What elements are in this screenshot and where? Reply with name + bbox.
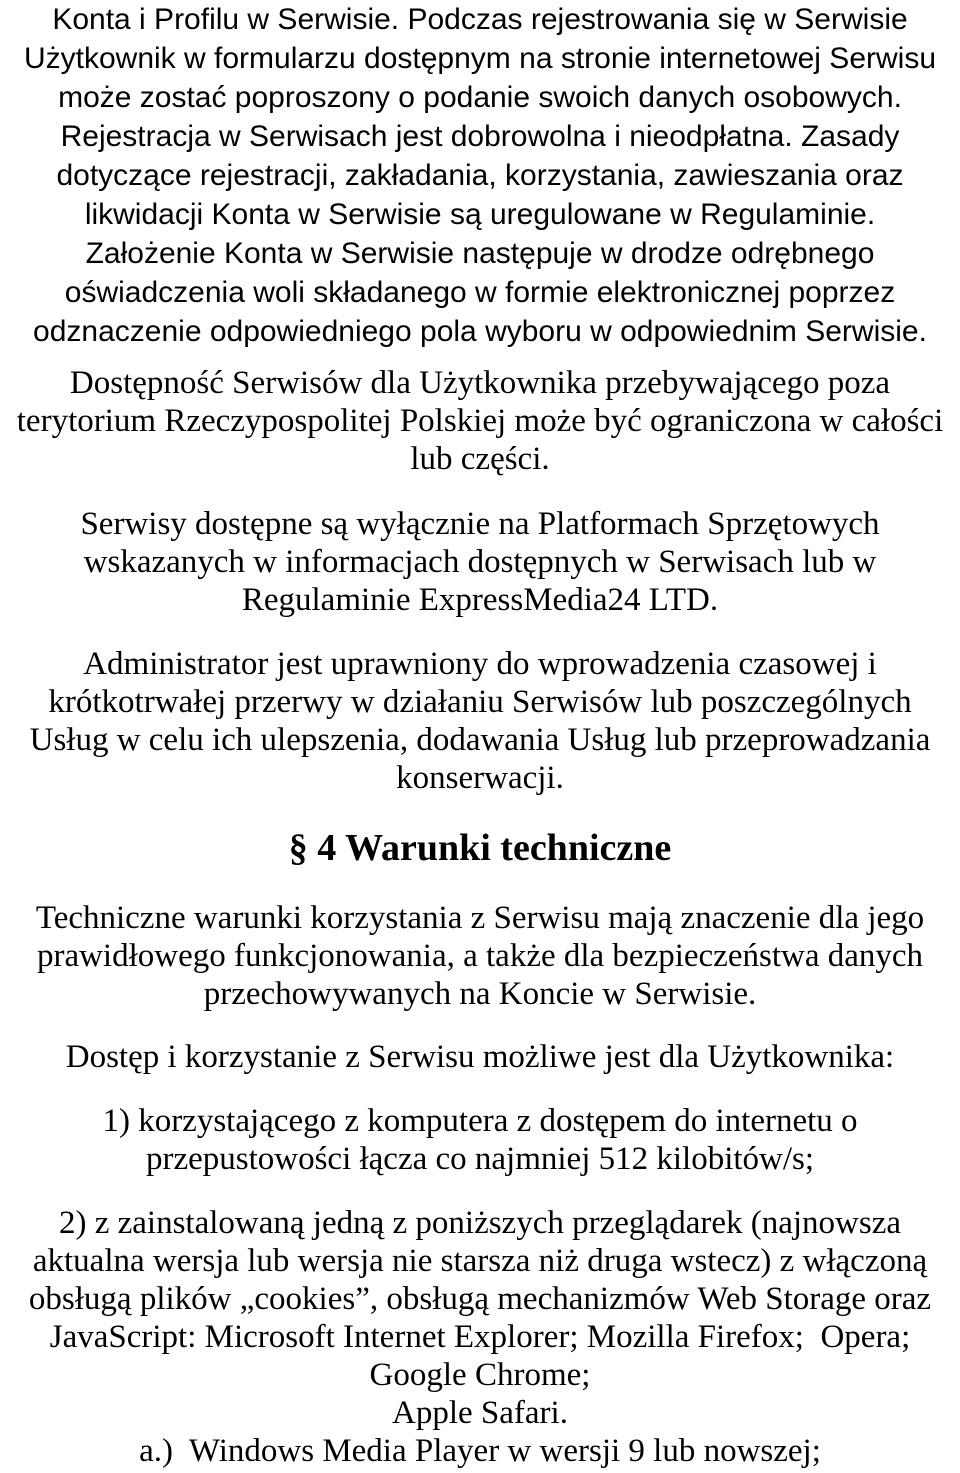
text-line: obsługą plików „cookies”, obsługą mechanizmów Web Storage oraz: [28, 1281, 932, 1317]
text-line: aktualna wersja lub wersja nie starsza niż druga wstecz) z włączoną: [32, 1243, 928, 1279]
paragraph-technical-conditions: [0, 899, 960, 1013]
text-line: Apple Safari.: [392, 1395, 568, 1431]
text-line: dotyczące rejestracji, zakładania, korzystania, zawieszania oraz: [56, 159, 904, 192]
text-line: odznaczenie odpowiedniego pola wyboru w odpowiednim Serwisie.: [33, 315, 927, 348]
text-line: Administrator jest uprawniony do wprowadzenia czasowej i: [83, 646, 877, 682]
list-item-requirement-1: [0, 1102, 960, 1178]
text-line: likwidacji Konta w Serwisie są uregulowane w Regulaminie.: [84, 198, 876, 231]
text-line: Użytkownik w formularzu dostępnym na stronie internetowej Serwisu: [23, 42, 937, 75]
text-line: Google Chrome;: [369, 1357, 591, 1393]
text-line: Regulaminie ExpressMedia24 LTD.: [241, 582, 719, 618]
section-heading: [0, 824, 960, 872]
paragraph-maintenance: [0, 645, 960, 797]
text-line: wskazanych w informacjach dostępnych w Serwisach lub w: [83, 544, 877, 580]
text-line: lub części.: [410, 441, 550, 477]
text-line: a.) Windows Media Player w wersji 9 lub nowszej;: [139, 1433, 821, 1469]
text-line: oświadczenia woli składanego w formie elektronicznej poprzez: [64, 276, 896, 309]
text-line: terytorium Rzeczypospolitej Polskiej może być ograniczona w całości: [16, 403, 944, 439]
text-line: Dostęp i korzystanie z Serwisu możliwe jest dla Użytkownika:: [65, 1039, 895, 1075]
text-line: prawidłowego funkcjonowania, a także dla bezpieczeństwa danych: [36, 938, 924, 974]
text-line: może zostać poproszony o podanie swoich danych osobowych.: [58, 81, 902, 114]
text-line: Dostępność Serwisów dla Użytkownika przebywającego poza: [69, 365, 891, 401]
list-item-requirement-2: [0, 1204, 960, 1470]
paragraph-account-registration: [0, 0, 960, 351]
text-line: Konta i Profilu w Serwisie. Podczas rejestrowania się w Serwisie: [52, 3, 908, 36]
text-line: Usług w celu ich ulepszenia, dodawania Usług lub przeprowadzania: [29, 722, 931, 758]
text-line: Rejestracja w Serwisach jest dobrowolna i nieodpłatna. Zasady: [60, 120, 900, 153]
text-line: 1) korzystającego z komputera z dostępem do internetu o: [102, 1103, 858, 1139]
text-line: krótkotrwałej przerwy w działaniu Serwisów lub poszczególnych: [48, 684, 912, 720]
paragraph-platforms: [0, 505, 960, 619]
text-line: konserwacji.: [396, 760, 564, 796]
text-line: Założenie Konta w Serwisie następuje w drodze odrębnego: [85, 237, 875, 270]
paragraph-access-intro: [0, 1038, 960, 1076]
text-line: przepustowości łącza co najmniej 512 kilobitów/s;: [145, 1141, 815, 1177]
text-line: Serwisy dostępne są wyłącznie na Platformach Sprzętowych: [80, 506, 880, 542]
section-heading-text: § 4 Warunki techniczne: [288, 827, 672, 869]
text-line: Techniczne warunki korzystania z Serwisu mają znaczenie dla jego: [35, 900, 925, 936]
text-line: JavaScript: Microsoft Internet Explorer; Mozilla Firefox; Opera;: [49, 1319, 911, 1355]
text-line: przechowywanych na Koncie w Serwisie.: [203, 976, 757, 1012]
paragraph-availability: [0, 364, 960, 478]
text-line: 2) z zainstalowaną jedną z poniższych przeglądarek (najnowsza: [58, 1205, 901, 1241]
